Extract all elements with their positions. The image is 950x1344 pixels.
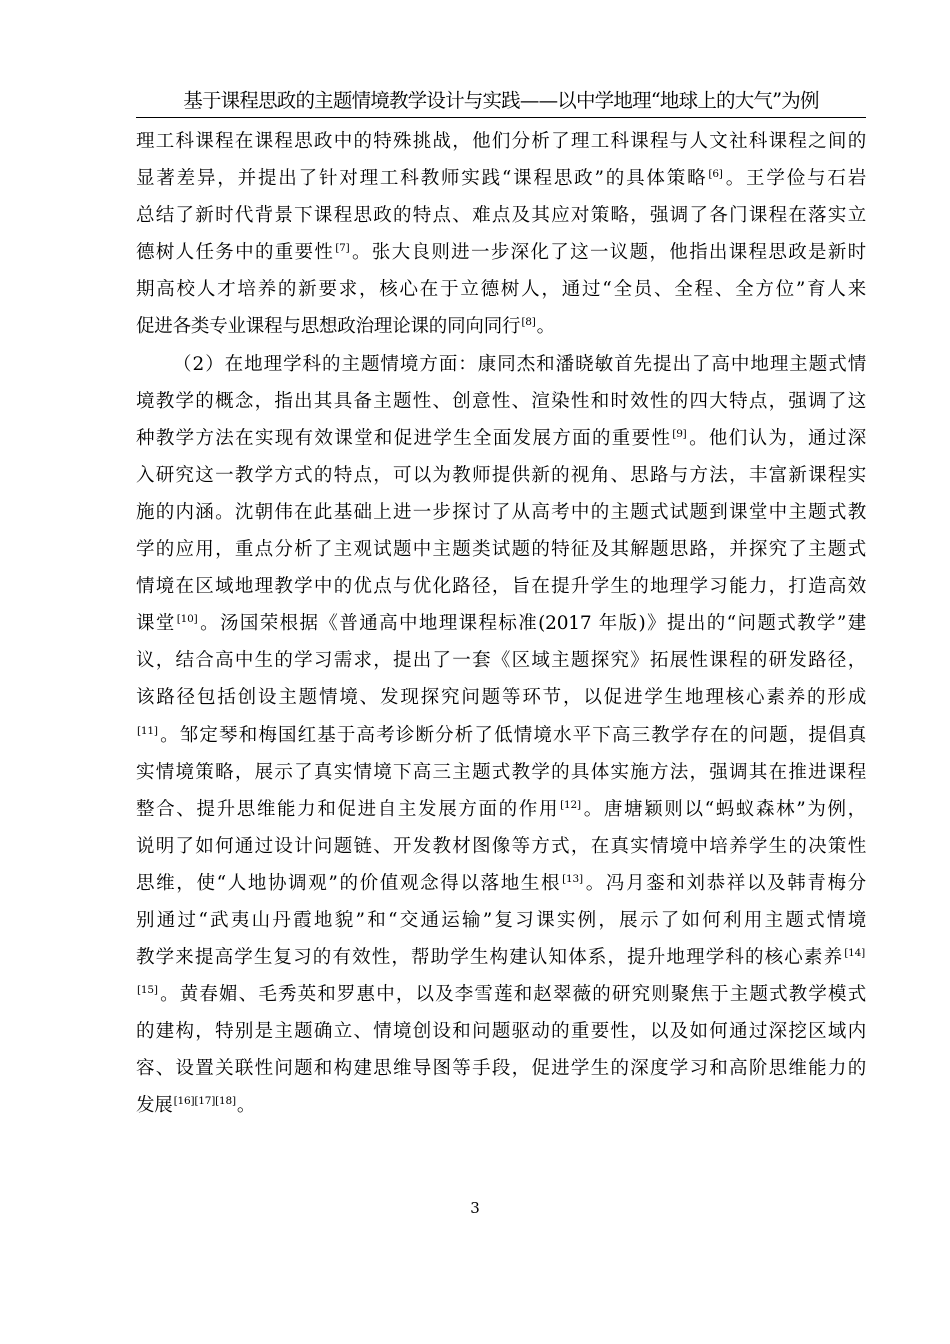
citation-marker: [12] — [560, 798, 581, 811]
text-line — [136, 605, 866, 642]
text-line — [136, 642, 866, 679]
text-segment: 的建构，特别是主题确立、情境创设和问题驱动的重要性，以及如何通过深挖区域内 — [136, 1021, 866, 1043]
text-line — [136, 457, 866, 494]
text-segment: 。王学俭与石岩 — [723, 168, 866, 190]
header-rule — [136, 117, 866, 118]
text-segment: 教学来提高学生复习的有效性，帮助学生构建认知体系，提升地理学科的核心素养 — [136, 947, 844, 969]
text-line — [136, 420, 866, 457]
citation-marker: [9] — [672, 427, 687, 440]
text-line — [136, 939, 866, 976]
text-line — [136, 1087, 866, 1124]
text-segment: 。他们认为，通过深 — [687, 427, 866, 449]
text-segment: 显著差异，并提出了针对理工科教师实践“课程思政”的具体策略 — [136, 168, 708, 190]
text-segment: 。邹定琴和梅国红基于高考诊断分析了低情境水平下高三教学存在的问题，提倡真 — [158, 724, 866, 746]
text-segment: 别通过“武夷山丹霞地貌”和“交通运输”复习课实例，展示了如何利用主题式情境 — [136, 909, 866, 931]
citation-marker: [10] — [176, 613, 198, 626]
text-line — [136, 791, 866, 828]
text-segment: 。 — [236, 1095, 256, 1117]
text-segment: 实情境策略，展示了真实情境下高三主题式教学的具体实施方法，强调其在推进课程 — [136, 761, 866, 783]
text-line — [136, 234, 866, 271]
text-segment: 总结了新时代背景下课程思政的特点、难点及其应对策略，强调了各门课程在落实立 — [136, 205, 866, 227]
text-segment: 理工科课程在课程思政中的特殊挑战，他们分析了理工科课程与人文社科课程之间的 — [136, 131, 866, 152]
text-segment: 种教学方法在实现有效课堂和促进学生全面发展方面的重要性 — [136, 427, 672, 449]
text-line — [136, 308, 866, 345]
text-segment: 。冯月銮和刘恭祥以及韩青梅分 — [583, 872, 866, 894]
text-segment: 。唐塘颖则以“蚂蚁森林”为例， — [581, 798, 866, 820]
text-line — [136, 865, 866, 902]
text-segment: 发展 — [136, 1095, 173, 1117]
text-line — [136, 902, 866, 939]
text-segment: 情境在区域地理教学中的优点与优化路径，旨在提升学生的地理学习能力，打造高效 — [136, 576, 866, 598]
text-segment: 入研究这一教学方式的特点，可以为教师提供新的视角、思路与方法，丰富新课程实 — [136, 464, 866, 486]
text-line — [136, 976, 866, 1013]
text-line — [136, 346, 866, 383]
text-segment: 容、设置关联性问题和构建思维导图等手段，促进学生的深度学习和高阶思维能力的 — [136, 1058, 866, 1080]
text-segment: 整合、提升思维能力和促进自主发展方面的作用 — [136, 798, 560, 820]
text-line — [136, 754, 866, 791]
text-segment: 议，结合高中生的学习需求，提出了一套《区域主题探究》拓展性课程的研发路径， — [136, 650, 866, 672]
text-line — [136, 494, 866, 531]
text-line — [136, 383, 866, 420]
text-segment: 促进各类专业课程与思想政治理论课的同向同行 — [136, 316, 521, 338]
citation-marker: [14] — [844, 947, 865, 960]
text-segment: 思维，使“人地协调观”的价值观念得以落地生根 — [136, 872, 562, 894]
text-line — [136, 531, 866, 568]
text-line — [136, 1013, 866, 1050]
text-line — [136, 679, 866, 716]
text-segment: 施的内涵。沈朝伟在此基础上进一步探讨了从高考中的主题式试题到课堂中主题式教 — [136, 501, 866, 523]
citation-marker: [16][17][18] — [173, 1095, 236, 1108]
citation-marker: [15] — [137, 984, 158, 997]
text-segment: 。汤国荣根据《普通高中地理课程标准(2017 年版)》提出的“问题式教学”建 — [198, 613, 866, 635]
citation-marker: [6] — [708, 168, 723, 181]
text-segment: 课堂 — [136, 613, 176, 635]
text-segment: 。黄春媚、毛秀英和罗惠中，以及李雪莲和赵翠薇的研究则聚焦于主题式教学模式 — [158, 984, 866, 1006]
text-line — [136, 717, 866, 754]
text-line — [136, 828, 866, 865]
body-text — [136, 123, 866, 1125]
text-segment: 说明了如何通过设计问题链、开发教材图像等方式，在真实情境中培养学生的决策性 — [136, 835, 866, 857]
running-header: 基于课程思政的主题情境教学设计与实践——以中学地理“地球上的大气”为例 — [183, 89, 819, 112]
text-segment: 。 — [536, 316, 555, 338]
text-line — [136, 568, 866, 605]
citation-marker: [13] — [562, 872, 583, 885]
text-segment: 。张大良则进一步深化了这一议题，他指出课程思政是新时 — [350, 242, 866, 264]
text-segment: 该路径包括创设主题情境、发现探究问题等环节，以促进学生地理核心素养的形成 — [136, 687, 866, 709]
text-segment: 期高校人才培养的新要求，核心在于立德树人，通过“全员、全程、全方位”育人来 — [136, 279, 866, 301]
page-number: 3 — [470, 1199, 480, 1217]
text-segment: 学的应用，重点分析了主观试题中主题类试题的特征及其解题思路，并探究了主题式 — [136, 539, 866, 561]
text-segment: 境教学的概念，指出其具备主题性、创意性、渲染性和时效性的四大特点，强调了这 — [136, 390, 866, 412]
text-segment: 德树人任务中的重要性 — [136, 242, 335, 264]
text-line — [136, 123, 866, 160]
text-segment: （2）在地理学科的主题情境方面：康同杰和潘晓敏首先提出了高中地理主题式情 — [173, 353, 866, 375]
citation-marker: [7] — [335, 242, 350, 255]
text-line — [136, 271, 866, 308]
text-line — [136, 197, 866, 234]
text-line — [136, 1050, 866, 1087]
text-line — [136, 160, 866, 197]
citation-marker: [8] — [521, 316, 536, 329]
citation-marker: [11] — [137, 724, 158, 737]
